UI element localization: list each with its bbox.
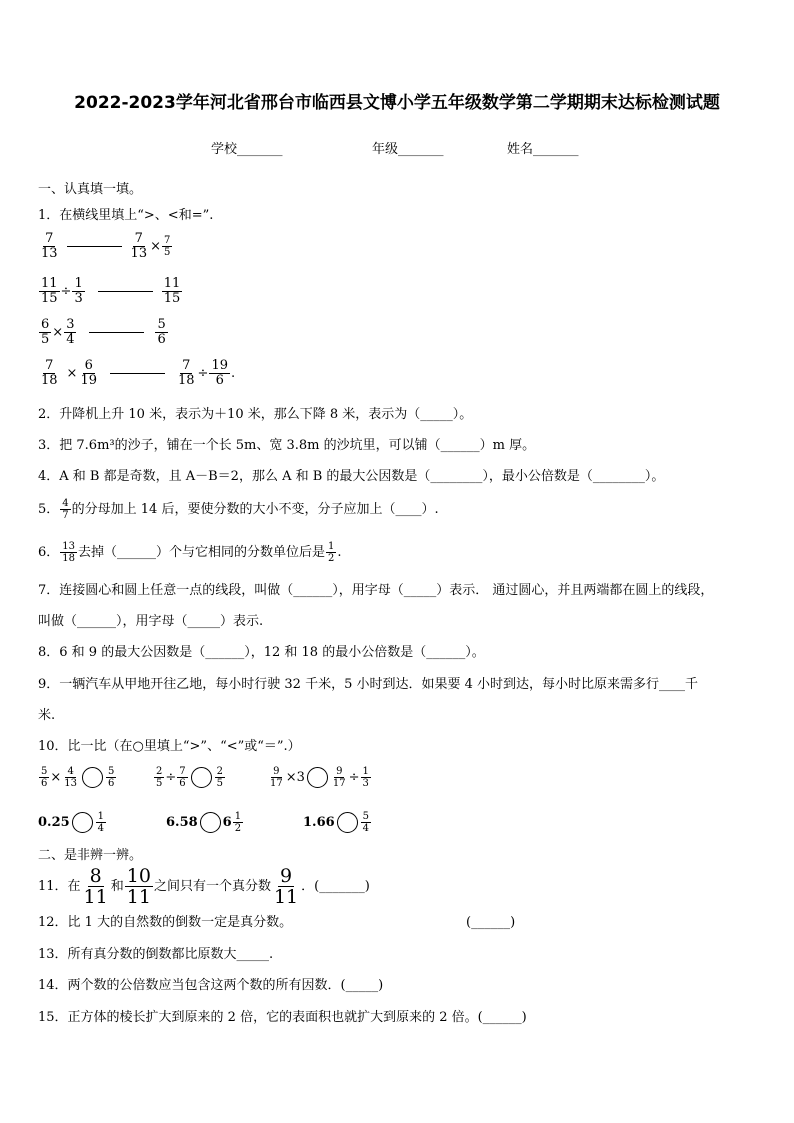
denominator: 3 [362,778,369,789]
name-field[interactable]: 姓名_______ [507,142,579,157]
numerator: 7 [164,235,171,246]
fraction [82,866,110,907]
q5-number: 5． [38,501,60,517]
compare-circle[interactable] [191,767,212,788]
period: . [337,544,342,560]
fraction [162,235,172,258]
question-7-line-1: 7．连接圆心和圆上任意一点的线段，叫做（______），用字母（_____）表示． 通过圆心，并且两端都在圆上的线段， [38,583,714,598]
numerator: 11 [163,276,181,291]
denominator: 17 [270,778,283,789]
period: . [231,365,236,381]
question-15: 15．正方体的棱长扩大到原来的 2 倍，它的表面积也就扩大到原来的 2 倍。(______) [38,1010,527,1025]
numerator: 1 [328,541,335,552]
numerator: 9 [336,766,343,777]
fraction [268,766,285,789]
numerator: 5 [362,811,370,822]
denominator: 5 [41,332,50,347]
numerator: 2 [216,766,224,777]
fraction [39,766,49,789]
numerator: 1 [97,811,105,822]
denominator: 13 [41,246,58,261]
fraction [96,811,106,834]
denominator: 18 [62,553,76,564]
numerator: 11 [41,276,58,291]
q10-row-1-b [153,766,226,789]
q10-row-2-c [303,811,372,834]
question-12: 12．比 1 大的自然数的倒数一定是真分数。 [38,915,293,930]
denominator: 4 [97,823,105,834]
fraction [60,498,70,521]
denominator: 6 [41,778,48,789]
question-2: 2．升降机上升 10 米，表示为＋10 米，那么下降 8 米，表示为（_____）。 [38,407,473,422]
fraction [177,766,187,789]
denominator: 6 [215,373,224,388]
fraction [154,766,164,789]
fraction [215,766,225,789]
question-8: 8．6 和 9 的最大公因数是（______），12 和 18 的最小公倍数是（______）。 [38,645,485,660]
operator: × [52,324,64,340]
fraction [209,359,230,388]
denominator: 11 [83,886,108,908]
denominator: 3 [74,291,83,306]
question-13: 13．所有真分数的倒数都比原数大_____. [38,947,274,962]
numerator: 2 [156,766,163,777]
fraction [155,318,167,347]
denominator: 13 [130,246,148,261]
fraction [62,766,79,789]
answer-blank[interactable] [67,246,122,247]
numerator: 9 [280,865,293,887]
fraction [176,359,197,388]
numerator: 5 [41,766,48,777]
denominator: 18 [41,373,58,388]
denominator: 6 [157,332,166,347]
denominator: 5 [216,778,224,789]
denominator: 15 [163,291,181,306]
operator: ÷ [165,769,177,785]
denominator: 2 [328,553,335,564]
conjunction: 和 [110,878,124,894]
denominator: 7 [62,510,69,521]
denominator: 17 [332,778,346,789]
operator: × [50,769,62,785]
fraction [272,866,300,907]
denominator: 2 [234,823,242,834]
operator: ÷ [197,365,209,381]
q10-row-2-a [38,811,107,834]
denominator: 6 [108,778,115,789]
question-7-line-2: 叫做（______），用字母（_____）表示. [38,614,264,629]
denominator: 18 [178,373,195,388]
fraction [72,277,84,306]
numerator: 4 [62,498,69,509]
q10-row-1-c [267,766,372,789]
school-field[interactable]: 学校_______ [211,142,283,157]
question-6 [38,541,342,564]
denominator: 4 [362,823,370,834]
fraction [125,866,153,907]
question-10: 10．比一比（在○里填上“>”、“<”或“＝”.） [38,739,301,754]
q5-text: 的分母加上 14 后，要使分数的大小不变，分子应加上（____）. [71,501,439,517]
fraction [106,766,116,789]
compare-circle[interactable] [337,812,358,833]
section-2-heading: 二、是非辨一辨。 [38,848,143,863]
question-9-line-1: 9．一辆汽车从甲地开往乙地，每小时行驶 32 千米，5 小时到达．如果要 4 小时到达，每小时比原来需多行____千 [38,677,699,692]
denominator: 11 [273,886,299,908]
numerator: 6 [41,317,50,332]
operator: ÷ [348,769,360,785]
operator: × [66,365,78,381]
compare-circle[interactable] [307,767,328,788]
fraction [129,232,150,261]
numerator: 19 [211,358,228,373]
numerator: 9 [273,766,280,777]
question-3: 3．把 7.6m³的沙子，铺在一个长 5m、宽 3.8m 的沙坑里，可以铺（______）m 厚。 [38,438,536,453]
fraction [361,766,371,789]
page-title: 2022-2023学年河北省邢台市临西县文博小学五年级数学第二学期期末达标检测试题 [74,93,720,113]
q1-row-4 [38,359,235,388]
question-1: 1．在横线里填上“>、<和=”. [38,208,214,223]
compare-circle[interactable] [82,767,103,788]
q11-number: 11．在 [38,878,81,894]
numerator: 5 [157,317,166,332]
denominator: 11 [126,886,151,908]
numerator: 6 [84,358,93,373]
numerator: 13 [62,541,76,552]
operator: ÷ [60,283,72,299]
question-5 [38,498,439,521]
answer-blank[interactable] [89,332,144,333]
q1-row-2 [38,277,183,306]
numerator: 7 [182,358,191,373]
numerator: 7 [45,231,54,246]
fraction [361,811,371,834]
question-11 [38,866,370,907]
fraction [331,766,348,789]
question-4: 4．A 和 B 都是奇数，且 A－B＝2，那么 A 和 B 的最大公因数是（________），最小公倍数是（________）。 [38,469,665,484]
number: 1.66 [303,814,335,830]
q6-number: 6． [38,544,60,560]
numerator: 1 [362,766,369,777]
fraction [39,359,60,388]
question-9-line-2: 米. [38,708,56,723]
number: 6.58 [166,814,198,830]
compare-circle[interactable] [72,812,93,833]
question-14: 14．两个数的公倍数应当包含这两个数的所有因数．(_____) [38,978,384,993]
number: 6 [222,814,232,830]
numerator: 7 [179,766,186,777]
fraction [162,277,183,306]
section-1-heading: 一、认真填一填。 [38,182,143,197]
denominator: 15 [41,291,58,306]
denominator: 19 [80,373,97,388]
operator: × [150,238,161,254]
numerator: 5 [108,766,115,777]
fraction [64,318,76,347]
compare-circle[interactable] [200,812,221,833]
answer-blank[interactable]: (______) [466,915,516,930]
numerator: 7 [45,358,54,373]
fraction [60,541,77,564]
number: 0.25 [38,814,70,830]
denominator: 5 [164,247,171,258]
q10-row-1-a [38,766,117,789]
numerator: 4 [67,766,74,777]
fraction [326,541,336,564]
denominator: 13 [64,778,78,789]
fraction [39,232,60,261]
denominator: 6 [179,778,186,789]
q11-text: 之间只有一个真分数 [153,878,271,894]
q10-row-2-b [166,811,244,834]
answer-blank[interactable] [110,373,165,374]
denominator: 4 [66,332,75,347]
numerator: 1 [74,276,83,291]
answer-blank[interactable]: ．(_______) [301,878,370,894]
numerator: 1 [234,811,242,822]
numerator: 3 [66,317,75,332]
fraction [78,359,99,388]
denominator: 5 [156,778,163,789]
q1-row-3 [38,318,169,347]
numerator: 8 [89,865,102,887]
answer-blank[interactable] [98,291,153,292]
fraction [233,811,243,834]
fraction [39,318,51,347]
operator: ×3 [285,769,305,785]
q6-text: 去掉（______）个与它相同的分数单位后是 [78,544,326,560]
grade-field[interactable]: 年级_______ [372,142,444,157]
numerator: 10 [126,865,151,887]
q1-row-1 [38,232,173,261]
fraction [39,277,60,306]
numerator: 7 [134,231,143,246]
